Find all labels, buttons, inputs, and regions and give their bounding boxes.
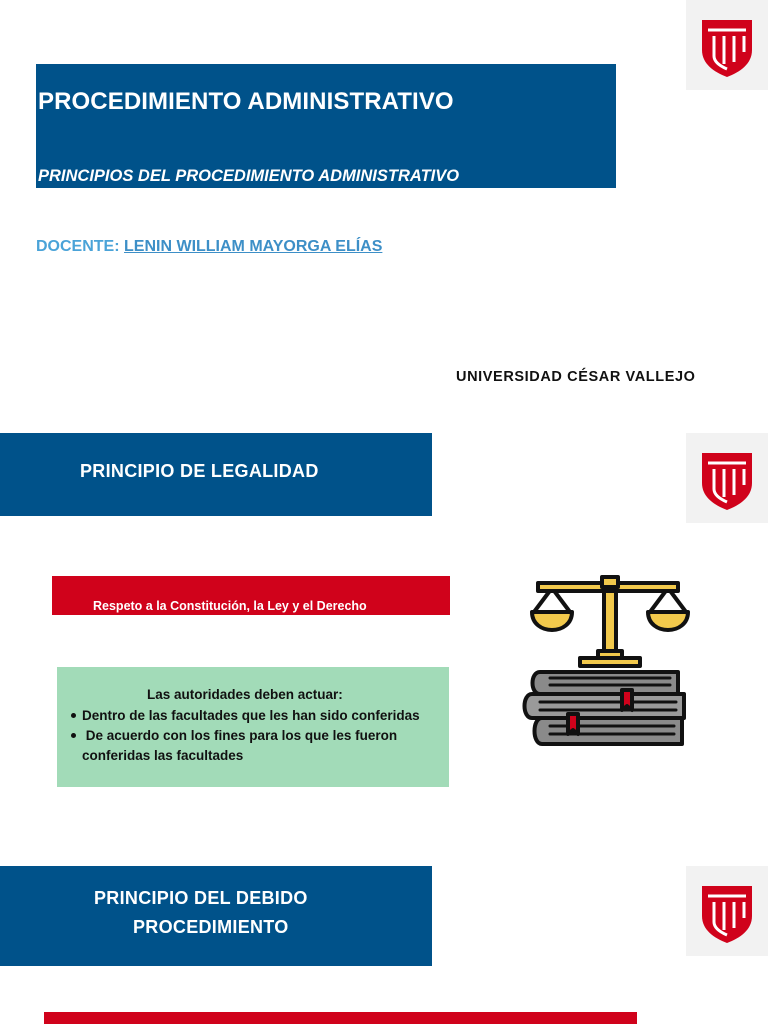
ucv-logo-1 — [686, 0, 768, 90]
docente-label: DOCENTE: — [36, 238, 120, 255]
docente-line — [36, 238, 382, 256]
university-name: UNIVERSIDAD CÉSAR VALLEJO — [456, 369, 696, 385]
ucv-shield-icon — [700, 449, 754, 511]
section-heading-legalidad — [0, 433, 432, 516]
docente-name-link[interactable]: LENIN WILLIAM MAYORGA ELÍAS — [124, 238, 383, 255]
legalidad-red-bar — [52, 576, 450, 615]
bullet-icon — [71, 713, 76, 718]
ucv-shield-icon — [700, 16, 754, 78]
info-box-heading: Las autoridades deben actuar: — [147, 687, 343, 702]
scales-of-justice-icon — [520, 572, 690, 752]
bullet-icon — [71, 733, 76, 738]
ucv-logo-3 — [686, 866, 768, 956]
ucv-shield-icon — [700, 882, 754, 944]
heading-debido-line2: PROCEDIMIENTO — [133, 917, 289, 937]
page-title: PROCEDIMIENTO ADMINISTRATIVO — [38, 88, 454, 115]
heading-legalidad-text: PRINCIPIO DE LEGALIDAD — [80, 461, 319, 481]
page-subtitle: PRINCIPIOS DEL PROCEDIMIENTO ADMINISTRATIVO — [38, 167, 460, 185]
list-item-continued: conferidas las facultades — [82, 748, 244, 763]
heading-debido-line1: PRINCIPIO DEL DEBIDO — [94, 888, 308, 908]
ucv-logo-2 — [686, 433, 768, 523]
section-heading-debido-procedimiento — [0, 866, 432, 966]
list-item: De acuerdo con los fines para los que les fueron — [71, 728, 397, 743]
list-item: Dentro de las facultades que les han sido conferidas — [71, 708, 420, 723]
debido-red-bar — [44, 1012, 637, 1024]
red-bar-text: Respeto a la Constitución, la Ley y el Derecho — [93, 599, 367, 613]
legalidad-info-box — [57, 667, 449, 787]
